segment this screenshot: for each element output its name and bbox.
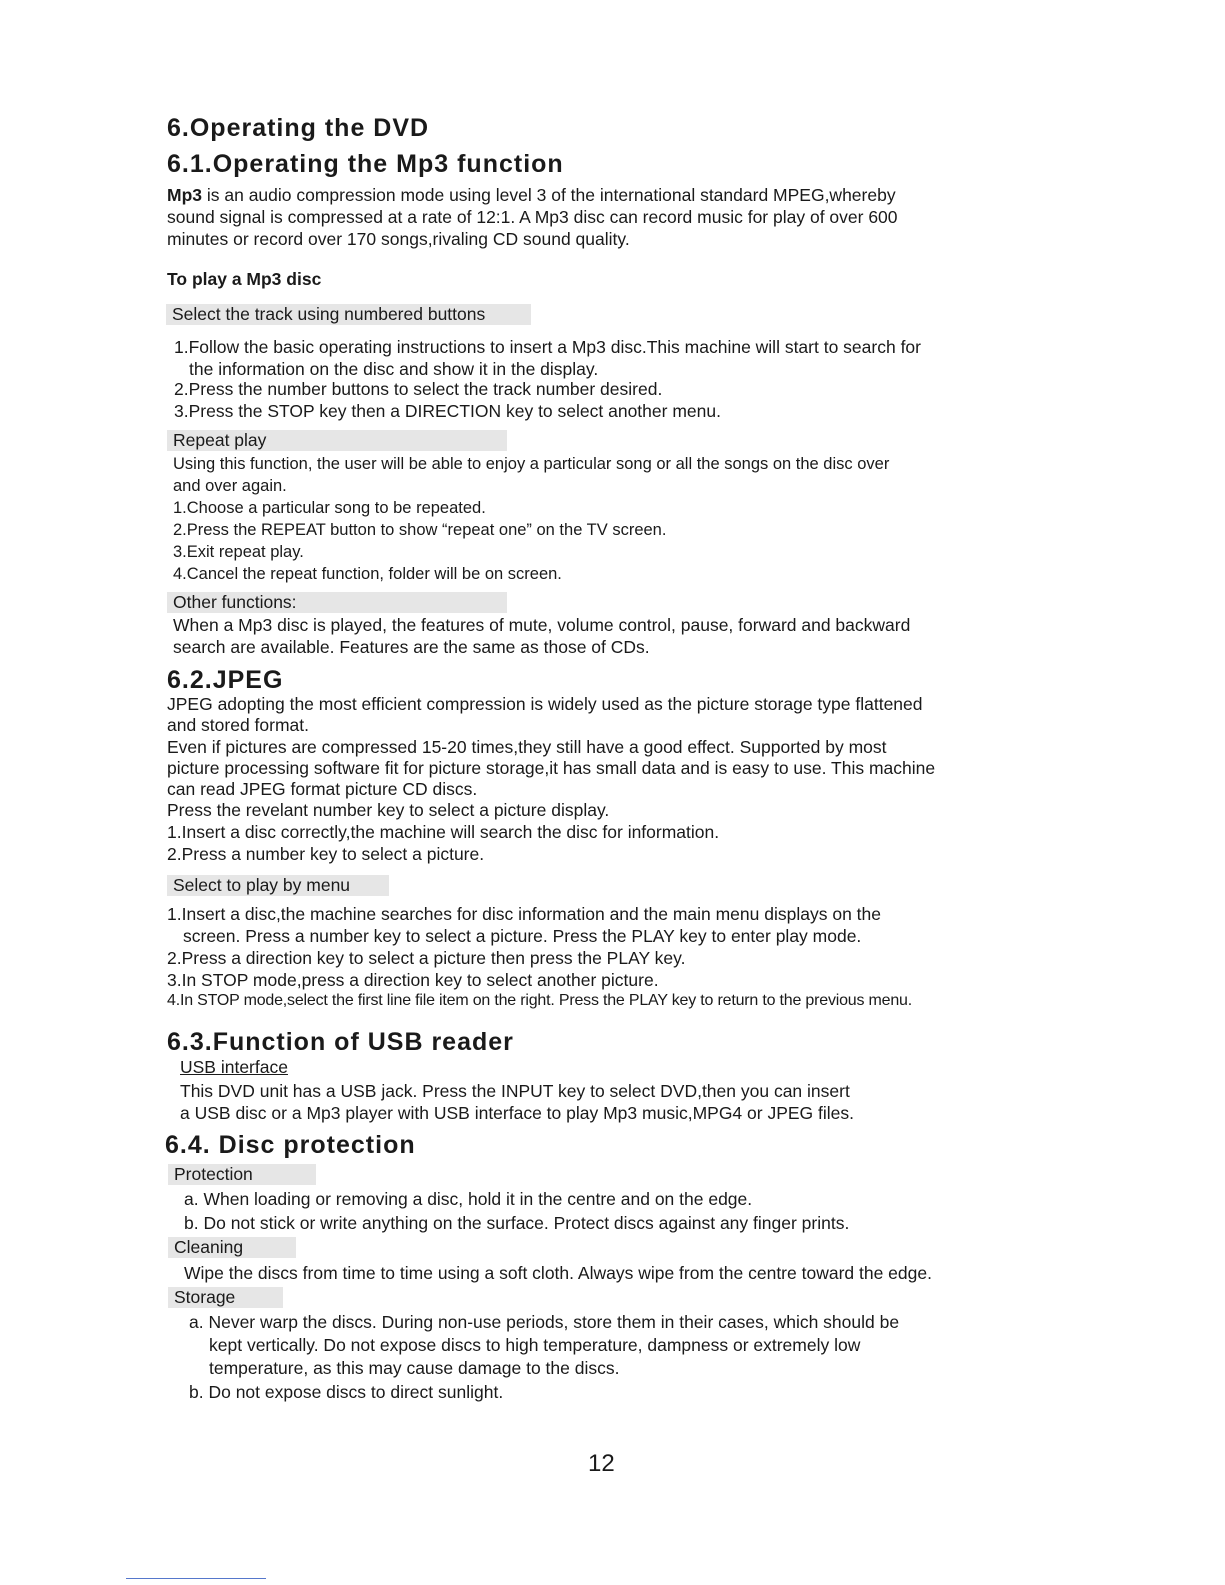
section-title-operating-dvd: 6.Operating the DVD [167, 114, 430, 142]
list-item: 2.Press the number buttons to select the track number desired. [174, 379, 663, 399]
list-item: screen. Press a number key to select a picture. Press the PLAY key to enter play mode. [183, 926, 862, 946]
mp3-intro-line: sound signal is compressed at a rate of 12:1. A Mp3 disc can record music for play of over 600 [167, 207, 898, 227]
mp3-intro-line: minutes or record over 170 songs,rivaling CD sound quality. [167, 229, 630, 249]
label-box-other-functions: Other functions: [167, 592, 507, 613]
paragraph-line: When a Mp3 disc is played, the features of mute, volume control, pause, forward and backward [173, 615, 911, 635]
label-box-select-track: Select the track using numbered buttons [166, 304, 531, 325]
list-item: a. Never warp the discs. During non-use periods, store them in their cases, which should be [189, 1312, 900, 1332]
list-item: 1.Follow the basic operating instructions to insert a Mp3 disc.This machine will start to search for [174, 337, 921, 357]
section-title-jpeg: 6.2.JPEG [167, 666, 284, 694]
list-item: a. When loading or removing a disc, hold it in the centre and on the edge. [184, 1189, 753, 1209]
label-box-protection: Protection [168, 1164, 316, 1185]
section-title-mp3: 6.1.Operating the Mp3 function [167, 150, 564, 178]
section-title-usb: 6.3.Function of USB reader [167, 1028, 514, 1056]
paragraph-line: can read JPEG format picture CD discs. [167, 779, 478, 799]
list-item: b. Do not stick or write anything on the surface. Protect discs against any finger prints. [184, 1213, 850, 1233]
section-title-disc-protection: 6.4. Disc protection [165, 1131, 416, 1159]
subheading-usb-interface: USB interface [180, 1057, 288, 1077]
subheading-play-mp3: To play a Mp3 disc [167, 269, 322, 289]
paragraph-line: Using this function, the user will be able to enjoy a particular song or all the songs on the disc over [173, 455, 890, 473]
list-item: temperature, as this may cause damage to the discs. [209, 1358, 620, 1378]
paragraph-line: Wipe the discs from time to time using a soft cloth. Always wipe from the centre toward the edge. [184, 1263, 932, 1283]
list-item: 1.Insert a disc,the machine searches for disc information and the main menu displays on the [167, 904, 881, 924]
label-box-select-menu: Select to play by menu [167, 875, 389, 896]
mp3-intro-bold: Mp3 [167, 185, 202, 205]
paragraph-line: a USB disc or a Mp3 player with USB interface to play Mp3 music,MPG4 or JPEG files. [180, 1103, 854, 1123]
list-item: 4.In STOP mode,select the first line file item on the right. Press the PLAY key to return to the previous menu. [167, 992, 913, 1009]
list-item: 1.Insert a disc correctly,the machine will search the disc for information. [167, 822, 720, 842]
list-item: the information on the disc and show it in the display. [189, 359, 599, 379]
footer-rule [126, 1578, 266, 1579]
paragraph-line: and stored format. [167, 715, 310, 735]
paragraph-line: Even if pictures are compressed 15-20 times,they still have a good effect. Supported by most [167, 737, 887, 757]
page-number: 12 [588, 1450, 615, 1477]
mp3-intro-line [167, 184, 896, 206]
list-item: 4.Cancel the repeat function, folder will be on screen. [173, 565, 562, 583]
paragraph-line: search are available. Features are the same as those of CDs. [173, 637, 650, 657]
paragraph-line: JPEG adopting the most efficient compression is widely used as the picture storage type flattened [167, 694, 923, 714]
list-item: 2.Press the REPEAT button to show “repeat one” on the TV screen. [173, 521, 667, 539]
paragraph-line: picture processing software fit for picture storage,it has small data and is easy to use. This machine [167, 758, 936, 778]
paragraph-line: and over again. [173, 477, 287, 495]
list-item: 3.In STOP mode,press a direction key to select another picture. [167, 970, 659, 990]
label-box-storage: Storage [168, 1287, 283, 1308]
list-item: 2.Press a direction key to select a picture then press the PLAY key. [167, 948, 686, 968]
paragraph-line: Press the revelant number key to select a picture display. [167, 800, 610, 820]
list-item: kept vertically. Do not expose discs to high temperature, dampness or extremely low [209, 1335, 861, 1355]
list-item: 3.Exit repeat play. [173, 543, 304, 561]
label-box-repeat-play: Repeat play [167, 430, 507, 451]
list-item: 3.Press the STOP key then a DIRECTION key to select another menu. [174, 401, 721, 421]
mp3-intro-text: is an audio compression mode using level 3 of the international standard MPEG,whereby [202, 185, 896, 205]
label-box-cleaning: Cleaning [168, 1237, 296, 1258]
paragraph-line: This DVD unit has a USB jack. Press the INPUT key to select DVD,then you can insert [180, 1081, 850, 1101]
list-item: 2.Press a number key to select a picture. [167, 844, 485, 864]
list-item: b. Do not expose discs to direct sunlight. [189, 1382, 504, 1402]
list-item: 1.Choose a particular song to be repeated. [173, 499, 486, 517]
